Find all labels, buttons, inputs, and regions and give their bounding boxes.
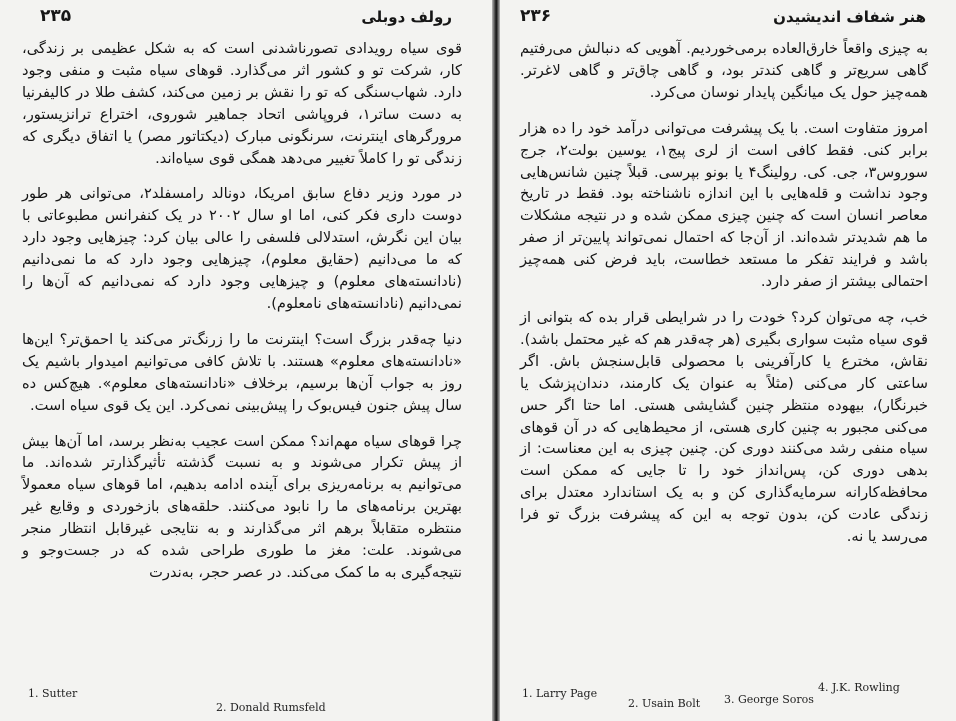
page-number: ۲۳۵ bbox=[40, 6, 72, 26]
footnote: 2. Usain Bolt bbox=[628, 697, 701, 710]
paragraph: خب، چه می‌توان کرد؟ خودت را در شرایطی قرار بده که بتوانی از قوی سیاه مثبت سواری بگیری (هر چه‌قدر هم که غیر محتمل باشد). نقاش، مخترع یا کارآفرینی با محصولی قابل‌سنجش باش. اگر ساعتی کار می‌کنی (مثلاً به عنوان یک کارمند، دندان‌پزشک یا خبرنگار)، بیهوده منتظر چنین گشایشی هستی. اما حتا اگر حس می‌کنی مجبور به چنین کاری هستی، از محیط‌هایی که در آن قوهای سیاه منفی رشد می‌کنند دوری کن. چنین چیزی به این معناست: از بدهی دوری کن، پس‌انداز خود را تا جایی که ممکن است محافظه‌کارانه سرمایه‌گذاری کن و به یک استاندارد معتدل برای زندگی عادت کن، بدون توجه به این که پیشرفت بزرگ تو فرا می‌رسد یا نه. bbox=[520, 308, 928, 546]
footnote: 4. J.K. Rowling bbox=[818, 681, 900, 694]
right-page bbox=[500, 0, 956, 721]
paragraph: امروز متفاوت است. با یک پیشرفت می‌توانی درآمد خود را ده هزار برابر کنی. فقط کافی است از لری پیج۱، یوسین بولت۲، جرج سوروس۳، جی. کی. رولینگ۴ یا بونو بپرسی. قبلاً چنین شانس‌هایی وجود نداشت و قله‌هایی با این اندازه ناشناخته بود. فقط در تاریخ معاصر انسان است که چنین چیزی ممکن شده و در نتیجه مشکلات ما هم شدیدتر شده‌اند. از آن‌جا که احتمال نمی‌تواند پایین‌تر از صفر باشد و فرایند تفکر ما مستعد خطاست، باید فرض کنی همه‌چیز احتمالی بیشتر از صفر دارد. bbox=[520, 119, 928, 291]
running-title: رولف دوبلی bbox=[361, 8, 452, 26]
paragraph: چرا قوهای سیاه مهم‌اند؟ ممکن است عجیب به‌نظر برسد، اما آن‌ها بیش از پیش تکرار می‌شوند و به نسبت گذشته تأثیرگذارتر شده‌اند. ما می‌توانیم به برنامه‌ریزی برای آینده ادامه بدهیم، اما قوهای سیاه معمولاً بهترین برنامه‌های ما را نابود می‌کنند. حلقه‌های بازخوردی و وقایع غیر منتظره متقابلاً برهم اثر می‌گذارند و به نتایجی غیرقابل انتظار منجر می‌شوند. علت: مغز ما طوری طراحی شده که در جست‌وجو و نتیجه‌گیری به ما کمک می‌کند. در عصر حجر، به‌ندرت bbox=[22, 432, 462, 581]
paragraph: در مورد وزیر دفاع سابق امریکا، دونالد رامسفلد۲، می‌توانی هر طور دوست داری فکر کنی، اما او سال ۲۰۰۲ در یک کنفرانس مطبوعاتی با بیان این نگرش، استدلالی فلسفی را عالی بیان کرد: چیزهایی وجود دارد که ما می‌دانیم (حقایق معلوم)، چیزهایی وجود دارد که ما نمی‌دانیم (نادانسته‌های معلوم) و چیزهایی وجود دارد که نمی‌دانیم که آن‌ها را نمی‌دانیم (نادانسته‌های نامعلوم). bbox=[22, 185, 462, 312]
footnote: 1. Larry Page bbox=[522, 687, 598, 700]
paragraph: دنیا چه‌قدر بزرگ است؟ اینترنت ما را زرنگ‌تر می‌کند یا احمق‌تر؟ این‌ها «نادانسته‌های معلوم» هستند. با تلاش کافی می‌توانیم امیدوار باشیم یک روز به جواب آن‌ها برسیم، برخلاف «نادانسته‌های معلوم». هیچ‌کس ده سال پیش جنون فیس‌بوک را پیش‌بینی نمی‌کرد. این یک قوی سیاه است. bbox=[22, 330, 462, 414]
left-page-body bbox=[22, 38, 462, 598]
right-page-body bbox=[520, 38, 928, 562]
footnote: 1. Sutter bbox=[28, 687, 78, 700]
paragraph: به چیزی واقعاً خارق‌العاده برمی‌خوردیم. آهویی که دنبالش می‌رفتیم گاهی سریع‌تر و گاهی کندتر بود، و گاهی چاق‌تر و گاهی لاغرتر. همه‌چیز حول یک میانگین پایدار نوسان می‌کرد. bbox=[520, 40, 928, 101]
footnotes bbox=[500, 681, 956, 715]
footnote: 3. George Soros bbox=[724, 693, 814, 706]
page-number: ۲۳۶ bbox=[520, 6, 552, 26]
footnotes bbox=[0, 687, 492, 715]
paragraph: قوی سیاه رویدادی تصورناشدنی است که به شکل عظیمی بر زندگی، کار، شرکت تو و کشور اثر می‌گذارد. قوهای سیاه مثبت و منفی وجود دارد. شهاب‌سنگی که تو را نقش بر زمین می‌کند، کشف طلا در کالیفرنیا به دست ساتر۱، فروپاشی اتحاد جماهیر شوروی، اختراع ترانزیستور، مرورگرهای اینترنت، سرنگونی مبارک (دیکتاتور مصر) یا اتفاق دیگری که زندگی تو را کاملاً تغییر می‌دهد همگی قوی سیاه‌اند. bbox=[22, 40, 462, 167]
book-gutter bbox=[492, 0, 500, 721]
footnote: 2. Donald Rumsfeld bbox=[216, 701, 326, 714]
running-title: هنر شفاف اندیشیدن bbox=[773, 8, 926, 26]
